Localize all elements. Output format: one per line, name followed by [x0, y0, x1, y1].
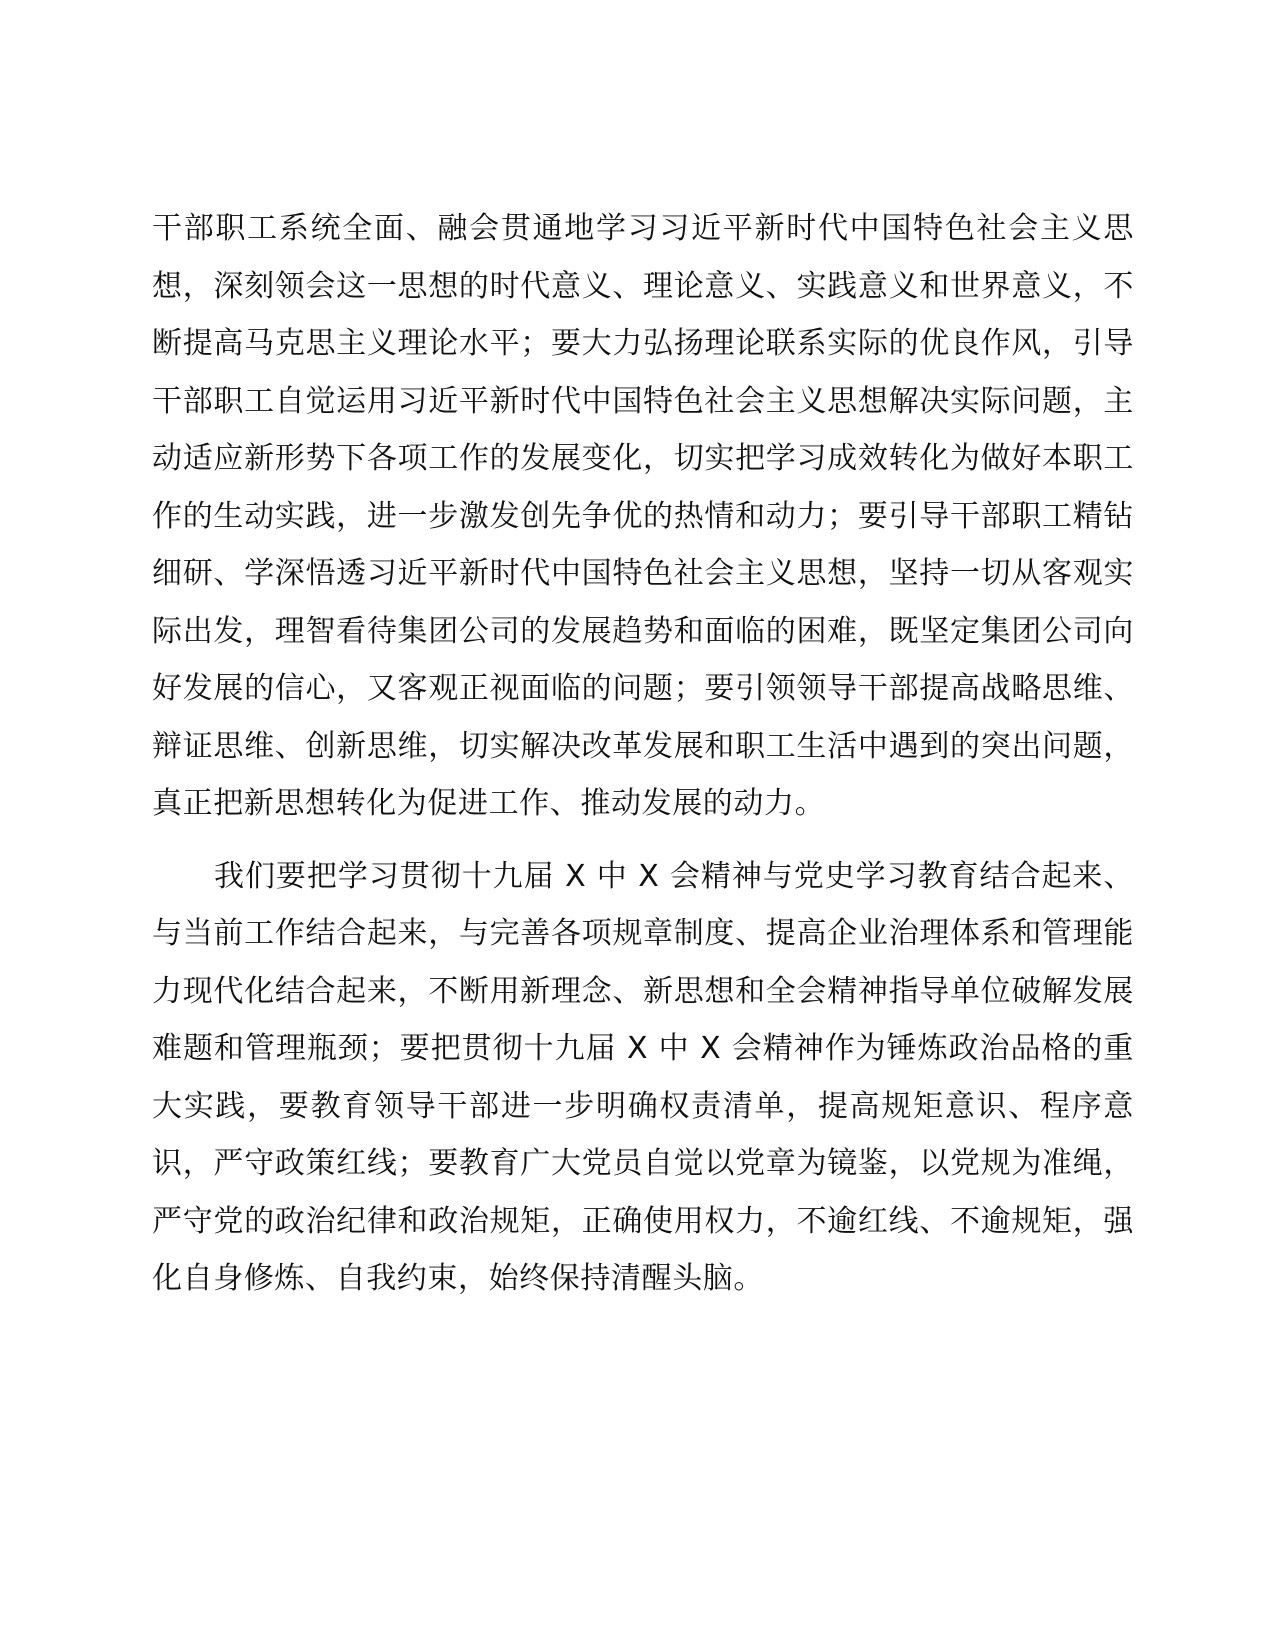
- paragraph-1: 干部职工系统全面、融会贯通地学习习近平新时代中国特色社会主义思想，深刻领会这一思想的时代意义、理论意义、实践意义和世界意义，不断提高马克思主义理论水平；要大力弘扬理论联系实际的优良作风，引导干部职工自觉运用习近平新时代中国特色社会主义思想解决实际问题，主动适应新形势下各项工作的发展变化，切实把学习成效转化为做好本职工作的生动实践，进一步激发创先争优的热情和动力；要引导干部职工精钻细研、学深悟透习近平新时代中国特色社会主义思想，坚持一切从客观实际出发，理智看待集团公司的发展趋势和面临的困难，既坚定集团公司向好发展的信心，又客观正视面临的问题；要引领领导干部提高战略思维、辩证思维、创新思维，切实解决改革发展和职工生活中遇到的突出问题，真正把新思想转化为促进工作、推动发展的动力。: [152, 211, 1134, 821]
- document-body: [152, 200, 1134, 1308]
- paragraph-2: 我们要把学习贯彻十九届 X 中 X 会精神与党史学习教育结合起来、与当前工作结合起来，与完善各项规章制度、提高企业治理体系和管理能力现代化结合起来，不断用新理念、新思想和全会精神指导单位破解发展难题和管理瓶颈；要把贯彻十九届 X 中 X 会精神作为锤炼政治品格的重大实践，要教育领导干部进一步明确权责清单，提高规矩意识、程序意识，严守政策红线；要教育广大党员自觉以党章为镜鉴，以党规为准绳，严守党的政治纪律和政治规矩，正确使用权力，不逾红线、不逾规矩，强化自身修炼、自我约束，始终保持清醒头脑。: [152, 858, 1135, 1296]
